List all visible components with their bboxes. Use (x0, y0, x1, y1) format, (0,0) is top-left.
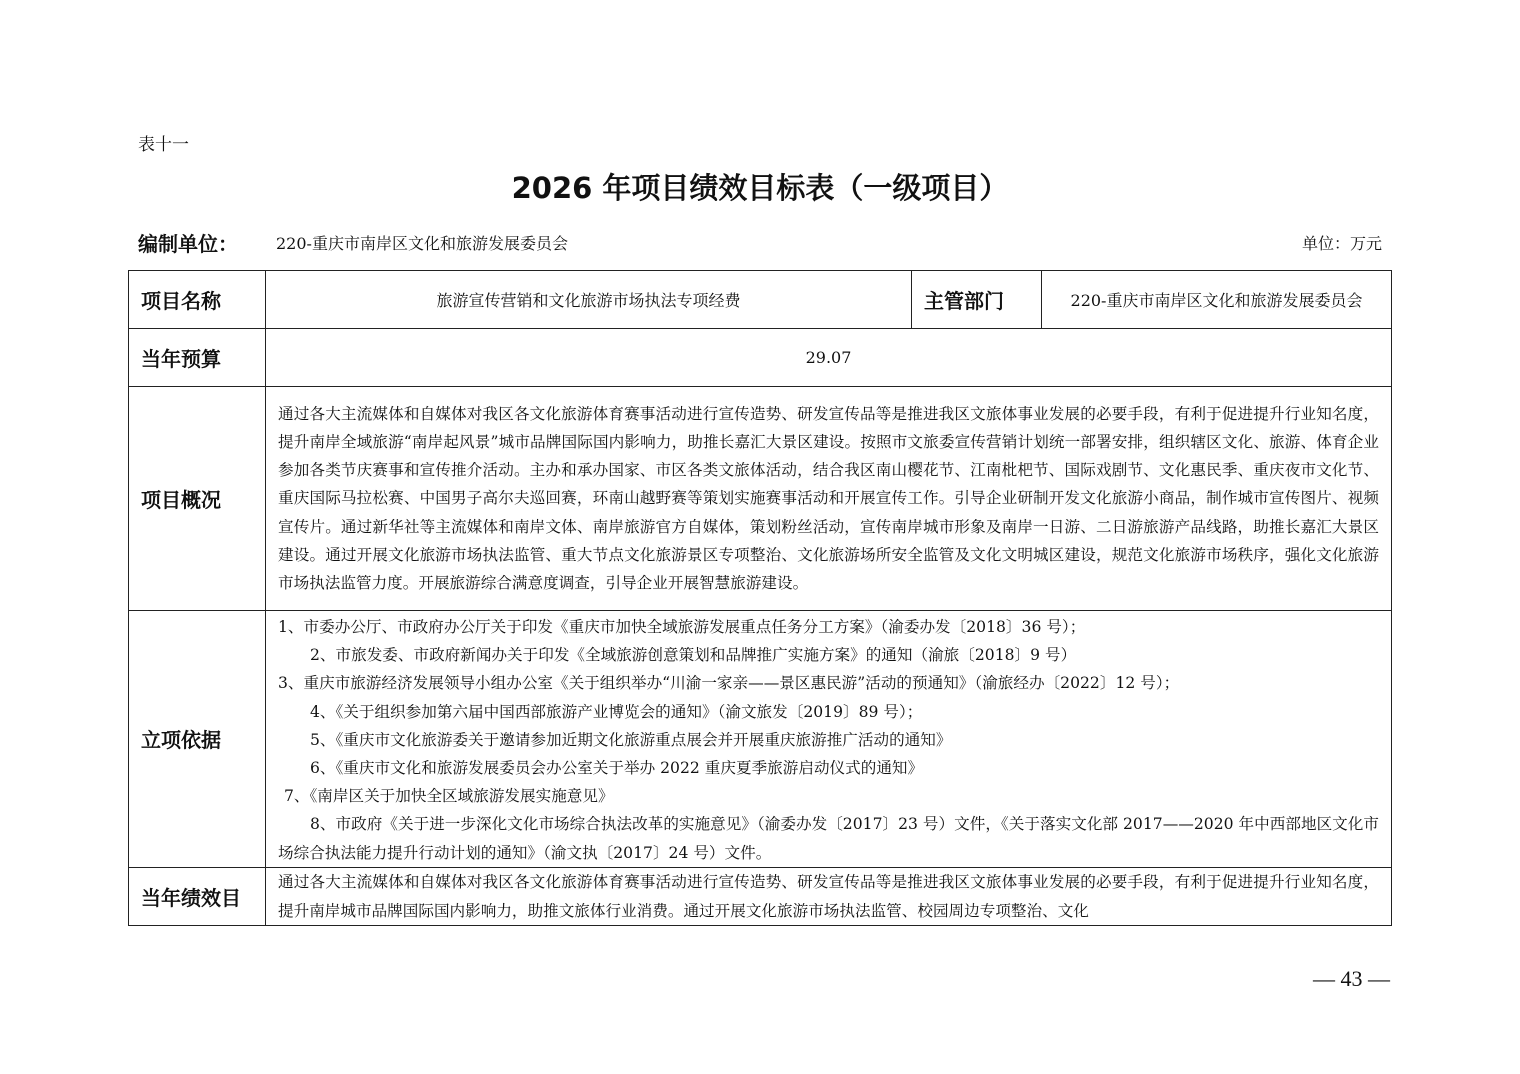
basis-label: 立项依据 (129, 611, 266, 868)
department-label: 主管部门 (912, 271, 1042, 329)
org-value: 220-重庆市南岸区文化和旅游发展委员会 (276, 234, 568, 253)
performance-table (128, 270, 1392, 926)
basis-row (129, 611, 1392, 868)
unit-label: 单位：万元 (1301, 234, 1382, 253)
budget-label: 当年预算 (129, 329, 266, 387)
org-row (138, 228, 1382, 258)
page-title: 2026 年项目绩效目标表（一级项目） (511, 171, 1009, 205)
budget-row (129, 329, 1392, 387)
basis-list (266, 611, 1392, 868)
basis-item: 6、《重庆市文化和旅游发展委员会办公室关于举办 2022 重庆夏季旅游启动仪式的通知》 (310, 759, 924, 778)
budget-value: 29.07 (266, 329, 1392, 387)
overview-row (129, 387, 1392, 611)
basis-item: 3、重庆市旅游经济发展领导小组办公室《关于组织举办“川渝一家亲——景区惠民游”活动的预通知》（渝旅经办〔2022〕12 号）； (278, 674, 1180, 693)
basis-item: 5、《重庆市文化旅游委关于邀请参加近期文化旅游重点展会并开展重庆旅游推广活动的通知》 (310, 730, 952, 749)
overview-text: 通过各大主流媒体和自媒体对我区各文化旅游体育赛事活动进行宣传造势、研发宣传品等是推进我区文旅体事业发展的必要手段，有利于促进提升行业知名度，提升南岸全域旅游“南岸起风景”城市品牌国际国内影响力，助推长嘉汇大景区建设。按照市文旅委宣传营销计划统一部署安排，组织辖区文化、旅游、体育企业参加各类节庆赛事和宣传推介活动。主办和承办国家、市区各类文旅体活动，结合我区南山樱花节、江南枇杷节、国际戏剧节、文化惠民季、重庆夜市文化节、重庆国际马拉松赛、中国男子高尔夫巡回赛，环南山越野赛等策划实施赛事活动和开展宣传工作。引导企业研制开发文化旅游小商品，制作城市宣传图片、视频宣传片。通过新华社等主流媒体和南岸文体、南岸旅游官方自媒体，策划粉丝活动，宣传南岸城市形象及南岸一日游、二日游旅游产品线路，助推长嘉汇大景区建设。通过开展文化旅游市场执法监管、重大节点文化旅游景区专项整治、文化旅游场所安全监管及文化文明城区建设，规范文化旅游市场秩序，强化文化旅游市场执法监管力度。开展旅游综合满意度调查，引导企业开展智慧旅游建设。 (266, 387, 1392, 611)
page-number: — 43 — (1313, 966, 1390, 991)
basis-item: 7、《南岸区关于加快全区域旅游发展实施意见》 (284, 787, 614, 806)
basis-item: 8、市政府《关于进一步深化文化市场综合执法改革的实施意见》（渝委办发〔2017〕23 号）文件，《关于落实文化部 2017——2020 年中西部地区文化市场综合执法能力提升行动计划的通知》（渝文执〔2017〕24 号）文件。 (278, 815, 1379, 862)
basis-item: 4、《关于组织参加第六届中国西部旅游产业博览会的通知》（渝文旅发〔2019〕89 号）； (310, 702, 923, 721)
goals-text: 通过各大主流媒体和自媒体对我区各文化旅游体育赛事活动进行宣传造势、研发宣传品等是推进我区文旅体事业发展的必要手段，有利于促进提升行业知名度，提升南岸城市品牌国际国内影响力，助推文旅体行业消费。通过开展文化旅游市场执法监管、校园周边专项整治、文化 (278, 873, 1379, 920)
goals-label: 当年绩效目 (129, 867, 266, 925)
project-name-label: 项目名称 (129, 271, 266, 329)
goals-row (129, 867, 1392, 925)
department-value: 220-重庆市南岸区文化和旅游发展委员会 (1042, 271, 1392, 329)
table-label: 表十一 (138, 135, 189, 155)
project-name-value: 旅游宣传营销和文化旅游市场执法专项经费 (266, 271, 912, 329)
basis-item: 1、市委办公厅、市政府办公厅关于印发《重庆市加快全域旅游发展重点任务分工方案》（渝委办发〔2018〕36 号）； (278, 618, 1086, 636)
overview-label: 项目概况 (129, 387, 266, 611)
project-name-row (129, 271, 1392, 329)
basis-item: 2、市旅发委、市政府新闻办关于印发《全域旅游创意策划和品牌推广实施方案》的通知（渝旅〔2018〕9 号） (310, 646, 1077, 665)
goals-cell (266, 867, 1392, 925)
org-label: 编制单位： (138, 232, 238, 256)
